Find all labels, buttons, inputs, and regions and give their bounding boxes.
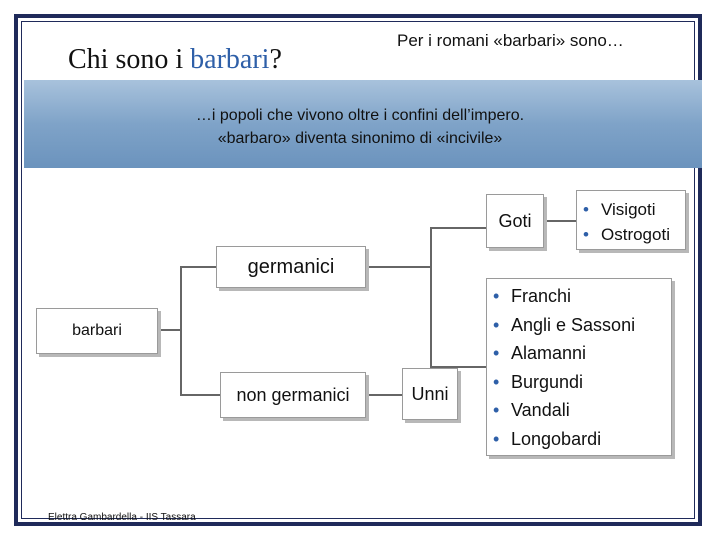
- list-item: • Longobardi: [489, 425, 667, 454]
- slide-title: [68, 44, 282, 76]
- node-goti: [486, 194, 544, 248]
- title-question-mark: ?: [269, 44, 282, 75]
- node-germanici: [216, 246, 366, 288]
- node-barbari: [36, 308, 158, 354]
- connector-to-germanici: [180, 266, 216, 268]
- banner-text: [0, 104, 720, 150]
- title-text: Chi sono i: [68, 44, 191, 75]
- connector-to-goti: [430, 227, 486, 229]
- list-item: • Alamanni: [489, 339, 667, 368]
- goti-subgroups-box: [576, 190, 686, 250]
- list-item: • Franchi: [489, 282, 667, 311]
- node-unni: [402, 368, 458, 420]
- banner-line-2: «barbaro» diventa sinonimo di «incivile»: [217, 130, 503, 147]
- germanic-peoples-list: [489, 282, 667, 453]
- list-item: • Vandali: [489, 396, 667, 425]
- subtitle: Per i romani «barbari» sono…: [397, 31, 624, 50]
- list-item: • Visigoti: [579, 197, 681, 222]
- node-barbari-label: barbari: [72, 322, 122, 339]
- node-non-germanici: [220, 372, 366, 418]
- connector-germanici-stem: [366, 266, 432, 268]
- node-non-germanici-label: non germanici: [236, 384, 350, 405]
- list-item: • Angli e Sassoni: [489, 311, 667, 340]
- connector-non-germanici-to-unni: [366, 394, 402, 396]
- connector-root-stem: [158, 329, 182, 331]
- connector-germanici-vertical: [430, 227, 432, 368]
- node-germanici-label: germanici: [247, 255, 335, 278]
- list-item: • Ostrogoti: [579, 222, 681, 247]
- node-unni-label: Unni: [411, 383, 449, 404]
- connector-to-non-germanici: [180, 394, 220, 396]
- banner-line-1: …i popoli che vivono oltre i confini dell’impero.: [195, 107, 525, 124]
- germanic-peoples-box: [486, 278, 672, 456]
- connector-root-vertical: [180, 266, 182, 396]
- title-accent: barbari: [190, 44, 270, 75]
- footer-credit: Elettra Gambardella - IIS Tassara: [48, 512, 196, 523]
- node-goti-label: Goti: [498, 210, 532, 231]
- connector-goti-to-list: [544, 220, 576, 222]
- goti-subgroups-list: [579, 197, 681, 247]
- list-item: • Burgundi: [489, 368, 667, 397]
